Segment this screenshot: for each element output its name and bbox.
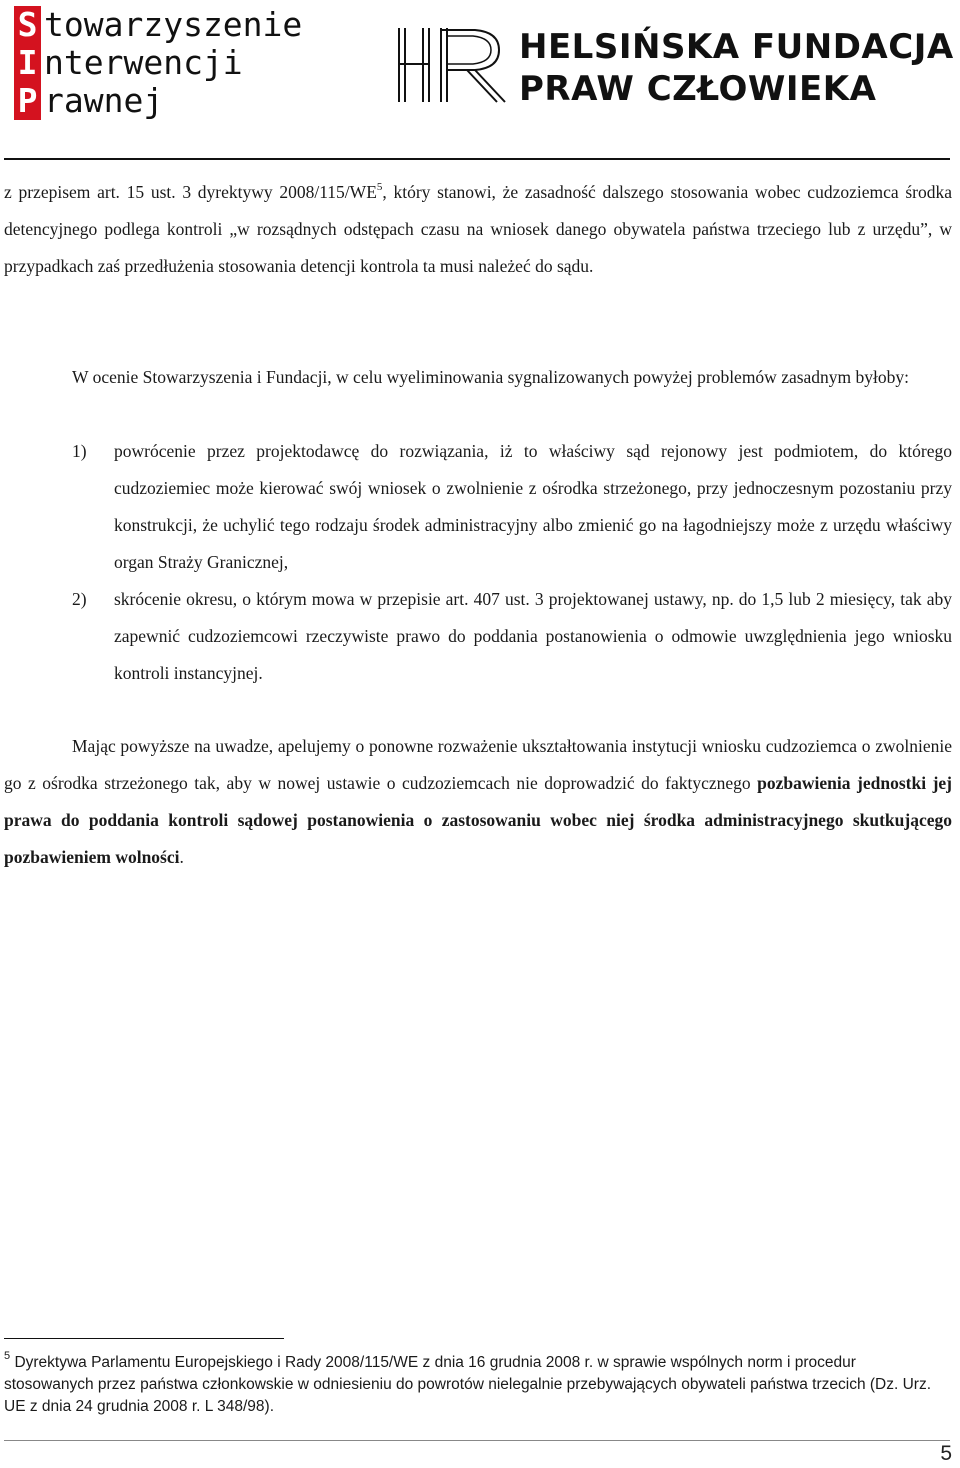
- hfpc-logo-line-2: PRAW CZŁOWIEKA: [519, 69, 877, 109]
- sip-logo-word: nterwencji: [44, 43, 243, 82]
- sip-logo-line-2: [14, 44, 354, 82]
- footnote-reference[interactable]: 5: [376, 181, 383, 193]
- header-divider: [4, 158, 950, 160]
- paragraph-3: [4, 728, 952, 876]
- footnote-divider: [4, 1338, 284, 1339]
- hfpc-logo: [393, 24, 958, 110]
- paragraph-1: [4, 174, 952, 285]
- footnote-text: Dyrektywa Parlamentu Europejskiego i Rady 2008/115/WE z dnia 16 grudnia 2008 r. w sprawie wspólnych norm i procedur stosowanych przez państwa członkowskie w odniesieniu do powrotów nielegalnie przebywających obywateli państwa trzecich (Dz. Urz. UE z dnia 24 grudnia 2008 r. L 348/98).: [4, 1354, 931, 1415]
- list-item-text: skrócenie okresu, o którym mowa w przepisie art. 407 ust. 3 projektowanej ustawy, np. do 1,5 lub 2 miesięcy, tak aby zapewnić cudzoziemcowi rzeczywiste prawo do poddania postanowienia o odmowie uwzględnienia jego wniosku kontroli instancyjnej.: [114, 589, 952, 683]
- paragraph-text: z przepisem art. 15 ust. 3 dyrektywy 2008/115/WE: [4, 182, 377, 202]
- hfpc-logo-line-1: HELSIŃSKA FUNDACJA: [519, 27, 954, 67]
- paragraph-text: .: [179, 847, 184, 867]
- sip-logo-word: rawnej: [44, 81, 164, 120]
- footnote-number: 5: [4, 1350, 11, 1362]
- sip-logo-line-1: [14, 6, 354, 44]
- paragraph-2: W ocenie Stowarzyszenia i Fundacji, w celu wyeliminowania sygnalizowanych powyżej problemów zasadnym byłoby:: [72, 367, 910, 387]
- sip-logo-initial: S: [14, 6, 41, 44]
- paragraph-bold-text: pozbawienia jednostki jej prawa do poddania kontroli sądowej postanowienia o zastosowaniu wobec niej środka administracyjnego skutkującego pozbawieniem wolności: [4, 773, 952, 867]
- list-item-text: powrócenie przez projektodawcę do rozwiązania, iż to właściwy sąd rejonowy jest podmiotem, do którego cudzoziemiec może kierować swój wniosek o zwolnienie z ośrodka strzeżonego, przy jednoczesnym pozostaniu przy konstrukcji, że uchylić tego rodzaju środek administracyjny albo zmienić go na łagodniejszy może z urzędu właściwy organ Straży Granicznej,: [114, 441, 952, 572]
- list-item: [4, 581, 952, 692]
- sip-logo-initial: P: [14, 82, 41, 120]
- hfpc-logo-text: [519, 26, 954, 110]
- list-item: [4, 433, 952, 581]
- page-number: 5: [940, 1442, 952, 1465]
- sip-logo-initial: I: [14, 44, 41, 82]
- footnote: [4, 1352, 949, 1418]
- hfpc-logo-mark-icon: [393, 24, 511, 106]
- sip-logo-word: towarzyszenie: [44, 5, 303, 44]
- recommendations-list: [4, 433, 952, 692]
- paragraph-text: , który stanowi, że zasadność dalszego stosowania wobec cudzoziemca środka detencyjnego podlega kontroli „w rozsądnych odstępach czasu na wniosek danego obywatela państwa trzeciego lub z urzędu”, w przypadkach zaś przedłużenia stosowania detencji kontrola ta musi należeć do sądu.: [4, 182, 952, 276]
- paragraph-text: Mając powyższe na uwadze, apelujemy o ponowne rozważenie ukształtowania instytucji wniosku cudzoziemca o zwolnienie go z ośrodka strzeżonego tak, aby w nowej ustawie o cudzoziemcach nie doprowadzić do faktycznego: [4, 736, 952, 793]
- list-item-number: 1): [72, 441, 87, 461]
- sip-logo: [14, 6, 354, 120]
- sip-logo-line-3: [14, 82, 354, 120]
- list-item-number: 2): [72, 589, 87, 609]
- footer-divider: [4, 1440, 950, 1441]
